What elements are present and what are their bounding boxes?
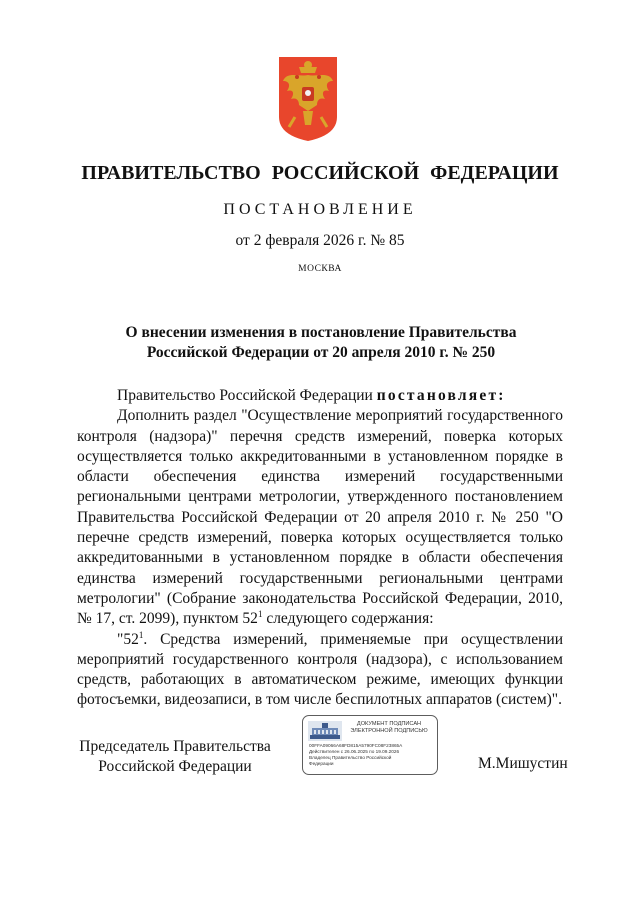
stamp-title-line-1: ДОКУМЕНТ ПОДПИСАН [356,721,422,727]
stamp-title [343,721,435,735]
electronic-signature-stamp [302,715,438,775]
stamp-owner-line-1: Владелец Правительство Российской [309,755,392,761]
document-type: ПОСТАНОВЛЕНИЕ [223,201,417,218]
resolves-word: постановляет: [376,387,506,404]
government-title: ПРАВИТЕЛЬСТВО РОССИЙСКОЙ ФЕДЕРАЦИИ [81,162,559,184]
document-body [77,386,563,711]
heading-line-1: О внесении изменения в постановление Правительства [125,324,517,341]
superscript: 1 [257,609,263,620]
paragraph-amendment [77,406,563,629]
signer-position [60,737,290,777]
document-heading [80,323,562,363]
stamp-owner-line-2: Федерации [309,761,334,767]
paragraph-new-item [77,630,563,711]
stamp-certificate: 00FFA09066A68FD815A5790FC08F23865A [309,743,403,748]
coat-of-arms-icon [277,55,339,143]
stamp-details [309,743,435,767]
paragraph-new-item-text: . Средства измерений, применяемые при осуществлении мероприятий государственного контроля (надзора), с использованием средств, работающих в автоматическом режиме, имеющих функции фотосъемки, видеозаписи, в том числе беспилотных аппаратов (систем)". [77,630,563,709]
paragraph-new-item-start: "52 [117,630,139,648]
document-city: МОСКВА [298,264,342,274]
stamp-title-line-2: ЭЛЕКТРОННОЙ ПОДПИСЬЮ [350,728,428,734]
paragraph-amendment-tail: следующего содержания: [262,610,434,628]
document-date-number: от 2 февраля 2026 г. № 85 [235,232,405,249]
superscript: 1 [138,629,144,640]
heading-line-2: Российской Федерации от 20 апреля 2010 г. № 250 [146,344,496,361]
paragraph-resolves [77,386,563,406]
paragraph-resolves-text: Правительство Российской Федерации [117,387,377,404]
government-building-icon [308,721,342,741]
signer-position-line-2: Российской Федерации [98,758,252,775]
signer-name: М.Мишустин [478,755,568,772]
signer-position-line-1: Председатель Правительства [79,738,271,755]
stamp-validity: Действителен с 26.06.2025 по 19.09.2026 [309,749,400,755]
paragraph-amendment-text: Дополнить раздел "Осуществление мероприятий государственного контроля (надзора)" перечня средств измерений, поверка которых осуществляется только аккредитованными в установленном порядке в области обеспечения единства измерений государственными региональными центрами метрологии, утвержденного постановлением Правительства Российской Федерации от 20 апреля 2010 г. № 250 "О перечне средств измерений, поверка которых осуществляется только аккредитованными в установленном порядке в области обеспечения единства измерений государственными региональными центрами метрологии" (Собрание законодательства Российской Федерации, 2010, № 17, ст. 2099), пунктом 52 [77,407,563,628]
